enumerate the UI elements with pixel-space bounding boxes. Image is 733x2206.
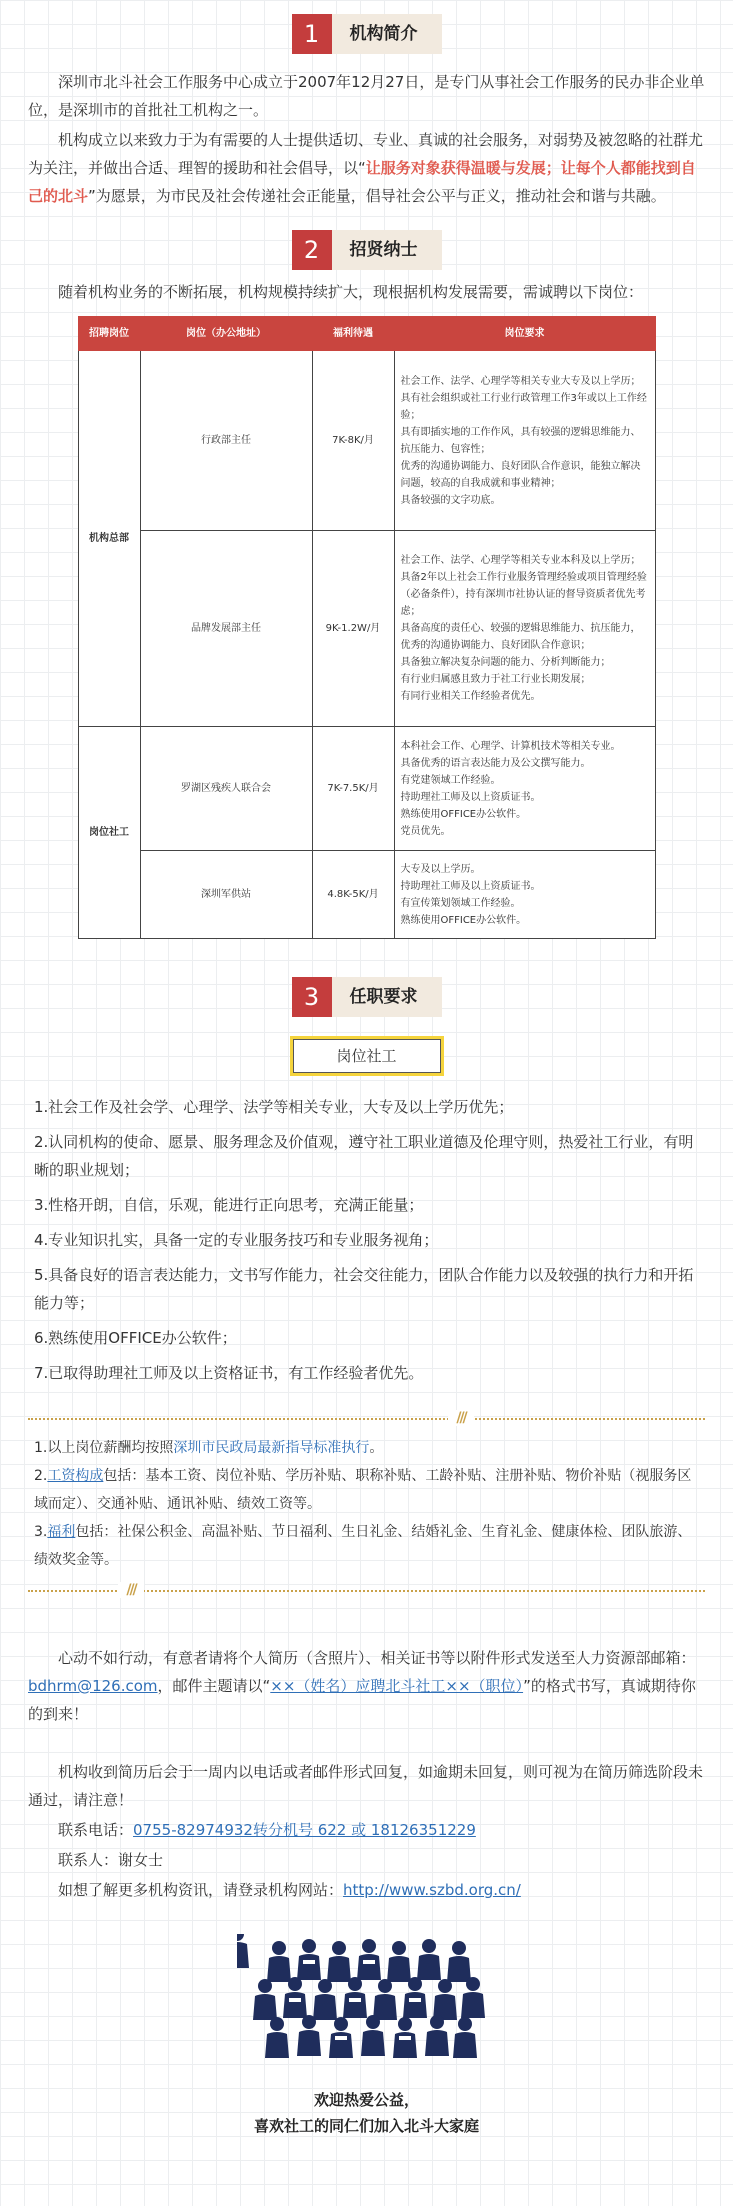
list-item: 1.社会工作及社会学、心理学、法学等相关专业，大专及以上学历优先； — [34, 1098, 514, 1116]
post-label: 岗位社工 — [293, 1039, 441, 1073]
list-item: 5.具备良好的语言表达能力，文书写作能力，社会交往能力，团队合作能力以及较强的执行力和开拓能力等； — [34, 1266, 694, 1312]
contact-block — [28, 1644, 705, 1904]
position-cell: 深圳军供站 — [140, 851, 312, 939]
wage-structure-link[interactable]: 工资构成 — [47, 1468, 104, 1484]
divider-mark-icon: /// — [448, 1410, 474, 1426]
list-item: 2.认同机构的使命、愿景、服务理念及价值观，遵守社工职业道德及伦理守则，热爱社工行业，有明晰的职业规划； — [34, 1133, 694, 1179]
dept-cell: 机构总部 — [78, 351, 140, 727]
email-subject-format: ××（姓名）应聘北斗社工××（职位） — [270, 1677, 524, 1695]
section-header-requirements — [28, 977, 705, 1017]
requirements-cell: 本科社会工作、心理学、计算机技术等相关专业。 具备优秀的语言表达能力及公文撰写能力。 有党建领域工作经验。 持助理社工师及以上资质证书。 熟练使用OFFICE办公软件。 党员优先。 — [394, 727, 655, 851]
table-row — [78, 531, 655, 727]
divider-mark-icon: /// — [118, 1582, 144, 1598]
team-illustration — [28, 1934, 705, 2075]
list-item: 7.已取得助理社工师及以上资格证书，有工作经验者优先。 — [34, 1364, 424, 1382]
salary-cell: 7K-7.5K/月 — [312, 727, 394, 851]
section-title: 机构简介 — [332, 14, 442, 54]
list-item: 6.熟练使用OFFICE办公软件； — [34, 1329, 237, 1347]
section-number: 1 — [292, 14, 332, 54]
requirements-list — [28, 1093, 705, 1387]
intro-paragraph-2: 机构成立以来致力于为有需要的人士提供适切、专业、真诚的社会服务，对弱势及被忽略的社群尤为关注，并做出合适、理智的援助和社会倡导，以“让服务对象获得温暖与发展；让每个人都能找到自己的北斗”为愿景，为市民及社会传递社会正能量，倡导社会公平与正义，推动社会和谐与共融。 — [28, 131, 704, 205]
requirements-cell: 大专及以上学历。 持助理社工师及以上资质证书。 有宣传策划领域工作经验。 熟练使用OFFICE办公软件。 — [394, 851, 655, 939]
table-header-row — [78, 317, 655, 351]
section-number: 3 — [292, 977, 332, 1017]
email-link[interactable]: bdhrm@126.com — [28, 1677, 158, 1695]
people-group-icon — [237, 1934, 497, 2066]
salary-standard-link[interactable]: 深圳市民政局最新指导标准执行 — [173, 1440, 370, 1456]
salary-cell: 4.8K-5K/月 — [312, 851, 394, 939]
table-row — [78, 727, 655, 851]
table-header-cell: 岗位（办公地址） — [140, 317, 312, 351]
note-salary: 1.以上岗位薪酬均按照深圳市民政局最新指导标准执行。 — [34, 1440, 384, 1456]
website-link[interactable]: http://www.szbd.org.cn/ — [343, 1881, 521, 1899]
vision-highlight: 让服务对象获得温暖与发展；让每个人都能找到自己的北斗 — [28, 159, 696, 205]
table-row — [78, 351, 655, 531]
jobs-table — [78, 316, 656, 939]
benefits-link[interactable]: 福利 — [47, 1524, 76, 1540]
phone-link[interactable]: 0755-82974932转分机号 622 或 18126351229 — [133, 1821, 476, 1839]
table-row — [78, 851, 655, 939]
section-number: 2 — [292, 230, 332, 270]
table-header-cell: 招聘岗位 — [78, 317, 140, 351]
welcome-line-1: 欢迎热爱公益， — [313, 2091, 419, 2109]
reply-paragraph: 机构收到简历后会于一周内以电话或者邮件形式回复，如逾期未回复，则可视为在简历筛选阶段未通过，请注意！ — [28, 1763, 704, 1809]
welcome-message — [28, 2087, 705, 2139]
position-cell: 品牌发展部主任 — [140, 531, 312, 727]
website-line: 如想了解更多机构资讯，请登录机构网站：http://www.szbd.org.cn/ — [58, 1881, 521, 1899]
salary-cell: 9K-1.2W/月 — [312, 531, 394, 727]
section-title: 招贤纳士 — [332, 230, 442, 270]
welcome-line-2: 喜欢社工的同仁们加入北斗大家庭 — [253, 2117, 479, 2135]
section-header-recruit — [28, 230, 705, 270]
apply-paragraph: 心动不如行动，有意者请将个人简历（含照片）、相关证书等以附件形式发送至人力资源部邮箱：bdhrm@126.com，邮件主题请以“××（姓名）应聘北斗社工××（职位）”的格式书写，真诚期待你的到来！ — [28, 1649, 696, 1723]
list-item: 3.性格开朗，自信，乐观，能进行正向思考，充满正能量； — [34, 1196, 424, 1214]
table-header-cell: 福利待遇 — [312, 317, 394, 351]
note-benefits: 3.福利包括：社保公积金、高温补贴、节日福利、生日礼金、结婚礼金、生育礼金、健康体检、团队旅游、绩效奖金等。 — [34, 1524, 692, 1568]
notes-block — [28, 1434, 705, 1574]
intro-paragraph-1: 深圳市北斗社会工作服务中心成立于2007年12月27日，是专门从事社会工作服务的民办非企业单位，是深圳市的首批社工机构之一。 — [28, 73, 705, 119]
dept-cell: 岗位社工 — [78, 727, 140, 939]
divider-bottom — [28, 1582, 705, 1600]
note-wage: 2.工资构成包括：基本工资、岗位补贴、学历补贴、职称补贴、工龄补贴、注册补贴、物价补贴（视服务区域而定）、交通补贴、通讯补贴、绩效工资等。 — [34, 1468, 692, 1512]
phone-line: 联系电话：0755-82974932转分机号 622 或 18126351229 — [58, 1821, 476, 1839]
list-item: 4.专业知识扎实，具备一定的专业服务技巧和专业服务视角； — [34, 1231, 439, 1249]
table-header-cell: 岗位要求 — [394, 317, 655, 351]
divider-top — [28, 1410, 705, 1428]
requirements-cell: 社会工作、法学、心理学等相关专业大专及以上学历； 具有社会组织或社工行业行政管理工作3年或以上工作经验； 具有即插实地的工作作风，具有较强的逻辑思维能力、抗压能力、包容性； 优秀的沟通协调能力、良好团队合作意识，能独立解决问题，较高的自我成就和事业精神； 具备较强的文字功底。 — [394, 351, 655, 531]
recruit-intro: 随着机构业务的不断拓展，机构规模持续扩大，现根据机构发展需要，需诚聘以下岗位： — [58, 283, 644, 301]
section-title: 任职要求 — [332, 977, 442, 1017]
contact-person: 联系人：谢女士 — [58, 1851, 164, 1869]
requirements-cell: 社会工作、法学、心理学等相关专业本科及以上学历； 具备2年以上社会工作行业服务管理经验或项目管理经验（必备条件），持有深圳市社协认证的督导资质者优先考虑； 具备高度的责任心、较强的逻辑思维能力、抗压能力，优秀的沟通协调能力、良好团队合作意识； 具备独立解决复杂问题的能力、分析判断能力； 有行业归属感且致力于社工行业长期发展； 有同行业相关工作经验者优先。 — [394, 531, 655, 727]
position-cell: 行政部主任 — [140, 351, 312, 531]
salary-cell: 7K-8K/月 — [312, 351, 394, 531]
section-header-intro — [28, 14, 705, 54]
position-cell: 罗湖区残疾人联合会 — [140, 727, 312, 851]
